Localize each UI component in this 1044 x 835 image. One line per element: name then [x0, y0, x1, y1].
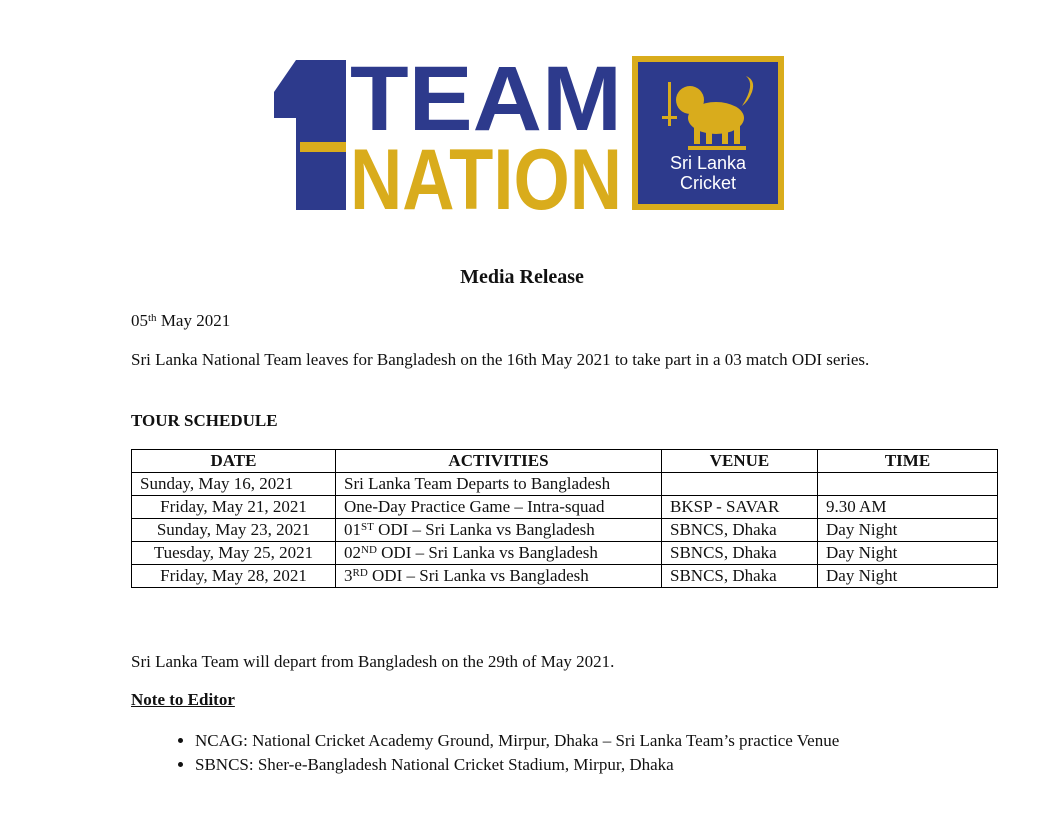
logo-nation-text: NATION	[350, 132, 622, 212]
header-activities: ACTIVITIES	[336, 450, 662, 473]
tour-schedule-heading: TOUR SCHEDULE	[131, 411, 278, 430]
note-to-editor-heading: Note to Editor	[131, 690, 235, 709]
row-activity: One-Day Practice Game – Intra-squad	[336, 496, 662, 519]
date-suffix: th	[148, 312, 157, 324]
logo-team-text: TEAM	[350, 56, 622, 150]
table-row	[132, 473, 998, 496]
table-header-row	[132, 450, 998, 473]
one-numeral-icon	[274, 60, 346, 210]
page-title: Media Release	[460, 266, 584, 288]
row-time: Day Night	[818, 565, 998, 588]
departure-paragraph: Sri Lanka Team will depart from Bangladesh on the 29th of May 2021.	[131, 652, 615, 671]
row-venue: SBNCS, Dhaka	[662, 519, 818, 542]
header-venue: VENUE	[662, 450, 818, 473]
date-month-year: May 2021	[156, 311, 231, 330]
table-row	[132, 496, 998, 519]
intro-paragraph: Sri Lanka National Team leaves for Bangladesh on the 16th May 2021 to take part in a 03 match ODI series.	[131, 350, 870, 369]
row-time	[818, 473, 998, 496]
release-date	[131, 311, 230, 331]
header-date: DATE	[132, 450, 336, 473]
row-date: Sunday, May 16, 2021	[132, 473, 336, 496]
sri-lanka-cricket-badge	[632, 56, 784, 210]
date-day: 05	[131, 311, 148, 330]
note-list	[163, 729, 955, 777]
tour-schedule-table	[131, 449, 998, 588]
row-time: Day Night	[818, 542, 998, 565]
list-item: • SBNCS: Sher-e-Bangladesh National Cricket Stadium, Mirpur, Dhaka	[195, 753, 955, 777]
list-item: • NCAG: National Cricket Academy Ground, Mirpur, Dhaka – Sri Lanka Team’s practice Venue	[195, 729, 955, 753]
team-nation-logo	[270, 56, 784, 212]
row-activity: 02ND ODI – Sri Lanka vs Bangladesh	[336, 542, 662, 565]
table-row	[132, 519, 998, 542]
badge-cricket-text: Cricket	[679, 173, 737, 193]
row-venue: SBNCS, Dhaka	[662, 542, 818, 565]
row-date: Friday, May 21, 2021	[132, 496, 336, 519]
header-time: TIME	[818, 450, 998, 473]
row-venue	[662, 473, 818, 496]
row-date: Sunday, May 23, 2021	[132, 519, 336, 542]
badge-sri-lanka-text: Sri Lanka	[669, 153, 747, 173]
row-activity: Sri Lanka Team Departs to Bangladesh	[336, 473, 662, 496]
row-activity: 01ST ODI – Sri Lanka vs Bangladesh	[336, 519, 662, 542]
table-row	[132, 565, 998, 588]
row-date: Tuesday, May 25, 2021	[132, 542, 336, 565]
row-venue: SBNCS, Dhaka	[662, 565, 818, 588]
row-venue: BKSP - SAVAR	[662, 496, 818, 519]
row-time: Day Night	[818, 519, 998, 542]
table-row	[132, 542, 998, 565]
row-activity: 3RD ODI – Sri Lanka vs Bangladesh	[336, 565, 662, 588]
row-time: 9.30 AM	[818, 496, 998, 519]
row-date: Friday, May 28, 2021	[132, 565, 336, 588]
